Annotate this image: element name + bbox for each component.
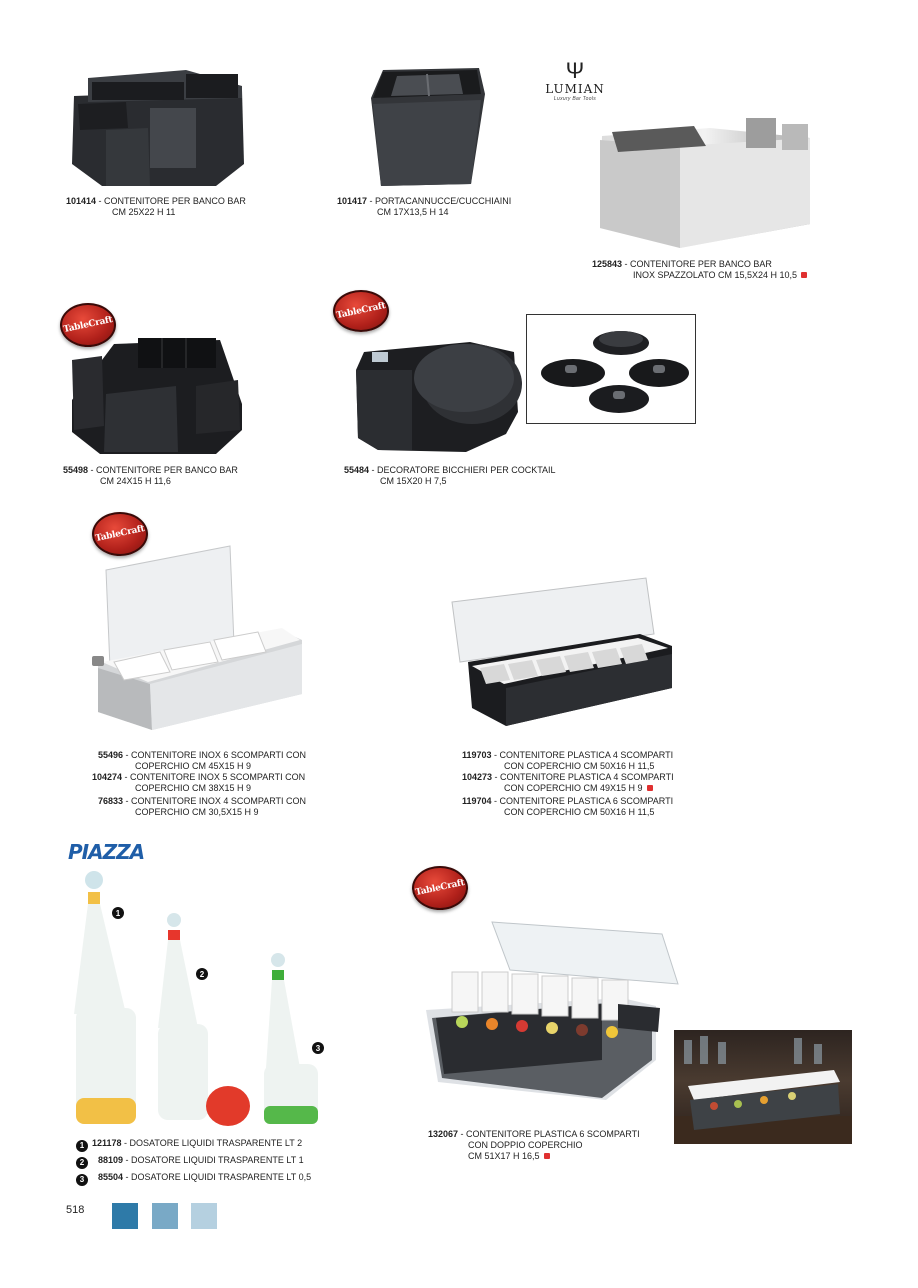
new-item-marker bbox=[801, 272, 807, 278]
product-caption-76833: 76833 - CONTENITORE INOX 4 SCOMPARTI CON COPERCHIO CM 30,5X15 H 9 bbox=[98, 796, 307, 817]
bar-caddy-tablecraft-image bbox=[66, 334, 250, 456]
product-code: 119704 bbox=[462, 796, 492, 806]
marker-1-icon: 1 bbox=[112, 907, 124, 919]
liquid-dosers-image bbox=[70, 868, 332, 1130]
marker-3-icon: 3 bbox=[76, 1174, 88, 1186]
product-caption-119703: 119703 - CONTENITORE PLASTICA 4 SCOMPARTI CON COPERCHIO CM 50X16 H 11,5 bbox=[462, 750, 674, 771]
color-swatch-dark bbox=[112, 1203, 138, 1229]
new-item-marker bbox=[544, 1153, 550, 1159]
piazza-logo: PIAZZA bbox=[68, 840, 145, 864]
product-caption-55496: 55496 - CONTENITORE INOX 6 SCOMPARTI CON COPERCHIO CM 45X15 H 9 bbox=[98, 750, 307, 771]
product-code: 121178 bbox=[92, 1138, 122, 1148]
condiment-holder-plastic-image bbox=[450, 576, 676, 730]
product-code: 101414 bbox=[66, 196, 97, 206]
page-number: 518 bbox=[66, 1204, 85, 1216]
product-caption-55484: 55484 - DECORATORE BICCHIERI PER COCKTAIL CM 15X20 H 7,5 bbox=[344, 465, 556, 486]
marker-2-icon: 2 bbox=[196, 968, 208, 980]
product-caption-119704: 119704 - CONTENITORE PLASTICA 6 SCOMPARTI CON COPERCHIO CM 50X16 H 11,5 bbox=[462, 796, 674, 817]
product-caption-101417: 101417 - PORTACANNUCCE/CUCCHIAINI CM 17X13,5 H 14 bbox=[337, 196, 512, 217]
product-caption-101414: 101414 - CONTENITORE PER BANCO BAR CM 25X22 H 11 bbox=[66, 196, 246, 217]
new-item-marker bbox=[647, 785, 653, 791]
color-swatch-medium bbox=[152, 1203, 178, 1229]
product-code: 132067 bbox=[428, 1129, 459, 1139]
condiment-holder-in-use-image bbox=[674, 1030, 852, 1144]
product-code: 76833 bbox=[98, 796, 124, 806]
product-code: 104274 bbox=[92, 772, 123, 782]
product-caption-104273: 104273 - CONTENITORE PLASTICA 4 SCOMPARTI CON COPERCHIO CM 49X15 H 9 bbox=[462, 772, 674, 793]
product-code: 85504 bbox=[98, 1172, 124, 1182]
rimmer-open-image-frame bbox=[526, 314, 696, 424]
condiment-holder-inox-image bbox=[90, 544, 308, 732]
bar-caddy-inox-image bbox=[596, 116, 818, 252]
lumian-logo: Ψ LUMIAN Luxury Bar Tools bbox=[542, 60, 608, 102]
tablecraft-logo: TableCraft bbox=[412, 866, 468, 910]
color-swatch-light bbox=[191, 1203, 217, 1229]
tablecraft-logo: TableCraft bbox=[92, 512, 148, 556]
product-caption-55498: 55498 - CONTENITORE PER BANCO BAR CM 24X15 H 11,6 bbox=[63, 465, 238, 486]
product-code: 101417 bbox=[337, 196, 368, 206]
product-code: 88109 bbox=[98, 1155, 124, 1165]
tablecraft-logo: TableCraft bbox=[333, 290, 389, 332]
doser-caption-121178: 1 121178 - DOSATORE LIQUIDI TRASPARENTE LT 2 bbox=[76, 1138, 302, 1152]
product-code: 55484 bbox=[344, 465, 370, 475]
product-code: 125843 bbox=[592, 259, 623, 269]
doser-caption-88109: 2 88109 - DOSATORE LIQUIDI TRASPARENTE LT 1 bbox=[76, 1155, 304, 1169]
product-caption-132067: 132067 - CONTENITORE PLASTICA 6 SCOMPARTI CON DOPPIO COPERCHIO CM 51X17 H 16,5 bbox=[428, 1129, 640, 1161]
product-code: 104273 bbox=[462, 772, 493, 782]
marker-3-icon: 3 bbox=[312, 1042, 324, 1054]
glass-rimmer-image bbox=[352, 340, 524, 456]
marker-2-icon: 2 bbox=[76, 1157, 88, 1169]
condiment-holder-double-lid-image bbox=[422, 910, 684, 1106]
product-caption-125843: 125843 - CONTENITORE PER BANCO BAR INOX SPAZZOLATO CM 15,5X24 H 10,5 bbox=[592, 259, 807, 281]
trident-icon: Ψ bbox=[565, 58, 585, 83]
straw-holder-image bbox=[367, 64, 489, 190]
tablecraft-logo: TableCraft bbox=[60, 303, 116, 347]
glass-rimmer-open-image bbox=[527, 315, 695, 423]
product-caption-104274: 104274 - CONTENITORE INOX 5 SCOMPARTI CON COPERCHIO CM 38X15 H 9 bbox=[92, 772, 306, 793]
doser-caption-85504: 3 85504 - DOSATORE LIQUIDI TRASPARENTE LT 0,5 bbox=[76, 1172, 311, 1186]
product-code: 55496 bbox=[98, 750, 124, 760]
bar-lifestyle-photo bbox=[674, 1030, 852, 1144]
marker-1-icon: 1 bbox=[76, 1140, 88, 1152]
bar-caddy-black-image bbox=[66, 68, 250, 190]
product-code: 55498 bbox=[63, 465, 89, 475]
product-code: 119703 bbox=[462, 750, 492, 760]
